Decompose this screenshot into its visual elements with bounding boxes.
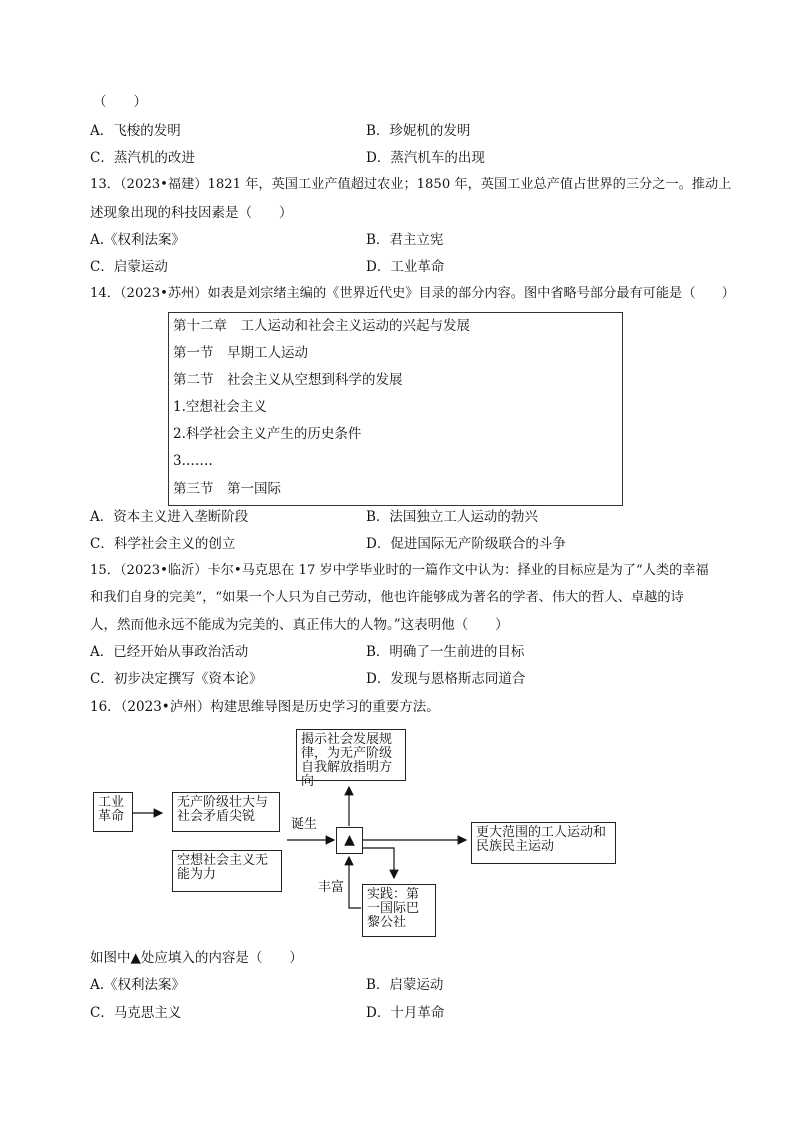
q14-option-a: A．资本主义进入垄断阶段 — [90, 509, 249, 525]
q16-option-d: D．十月革命 — [366, 1005, 445, 1021]
q16-stem-line1: 16．（2023•泸州）构建思维导图是历史学习的重要方法。 — [90, 699, 440, 715]
q14-option-b: B．法国独立工人运动的勃兴 — [366, 509, 538, 525]
q16-question: 如图中▲处应填入的内容是（ ） — [90, 950, 303, 966]
mm-label-enrich: 丰富 — [318, 880, 345, 895]
toc-item-2: 2.科学社会主义产生的历史条件 — [173, 426, 362, 442]
q12-option-a: A．飞梭的发明 — [90, 123, 181, 139]
q15-stem-line1: 15．（2023•临沂）卡尔•马克思在 17 岁中学毕业时的一篇作文中认为：择业的目标应是为了“人类的幸福 — [90, 563, 709, 578]
q15-option-c: C．初步决定撰写《资本论》 — [90, 671, 263, 687]
toc-section-3: 第三节 第一国际 — [173, 481, 281, 497]
q13-option-d: D．工业革命 — [366, 259, 445, 275]
mm-practice: 实践：第一国际巴黎公社 — [362, 884, 436, 937]
q13-option-a: A.《权利法案》 — [90, 232, 186, 248]
toc-item-1: 1.空想社会主义 — [173, 399, 267, 415]
mm-top: 揭示社会发展规律，为无产阶级自我解放指明方向 — [296, 729, 406, 781]
mm-center-blank: ▲ — [336, 827, 363, 854]
q13-stem-line1: 13．（2023•福建）1821 年，英国工业产值超过农业；1850 年，英国工业总产值占世界的三分之一。推动上 — [90, 177, 732, 192]
toc-item-3: 3.…… — [173, 453, 213, 469]
q12-paren: （ ） — [93, 94, 147, 110]
q12-option-c: C．蒸汽机的改进 — [90, 150, 195, 166]
q15-option-b: B．明确了一生前进的目标 — [366, 644, 525, 660]
mm-proletariat: 无产阶级壮大与社会矛盾尖锐 — [172, 792, 280, 832]
q16-option-c: C．马克思主义 — [90, 1005, 182, 1021]
q14-option-c: C．科学社会主义的创立 — [90, 536, 236, 552]
q15-option-d: D．发现与恩格斯志同道合 — [366, 671, 526, 687]
q14-stem-line1: 14．（2023•苏州）如表是刘宗绪主编的《世界近代史》目录的部分内容。图中省略号部分最有可能是（ ） — [90, 286, 735, 301]
mm-right: 更大范围的工人运动和民族民主运动 — [471, 822, 616, 864]
q12-option-d: D．蒸汽机车的出现 — [366, 150, 485, 166]
mm-industrial-revolution: 工业革命 — [93, 792, 133, 832]
q13-option-b: B．君主立宪 — [366, 232, 444, 248]
q15-stem-line2: 和我们自身的完美”，“如果一个人只为自己劳动，他也许能够成为著名的学者、伟大的哲人、卓越的诗 — [90, 590, 684, 605]
q13-option-c: C．启蒙运动 — [90, 259, 168, 275]
q13-stem-line2: 述现象出现的科技因素是（ ） — [90, 205, 293, 221]
q16-option-b: B．启蒙运动 — [366, 977, 444, 993]
mm-label-birth: 诞生 — [291, 817, 318, 832]
toc-chapter: 第十二章 工人运动和社会主义运动的兴起与发展 — [173, 318, 470, 334]
mm-utopian: 空想社会主义无能为力 — [172, 850, 282, 892]
q14-option-d: D．促进国际无产阶级联合的斗争 — [366, 536, 566, 552]
toc-section-2: 第二节 社会主义从空想到科学的发展 — [173, 372, 403, 388]
q16-option-a: A.《权利法案》 — [90, 977, 186, 993]
q15-option-a: A．已经开始从事政治活动 — [90, 644, 249, 660]
toc-section-1: 第一节 早期工人运动 — [173, 345, 308, 361]
q15-stem-line3: 人，然而他永远不能成为完美的、真正伟大的人物。”这表明他（ ） — [90, 617, 509, 633]
q12-option-b: B．珍妮机的发明 — [366, 123, 471, 139]
